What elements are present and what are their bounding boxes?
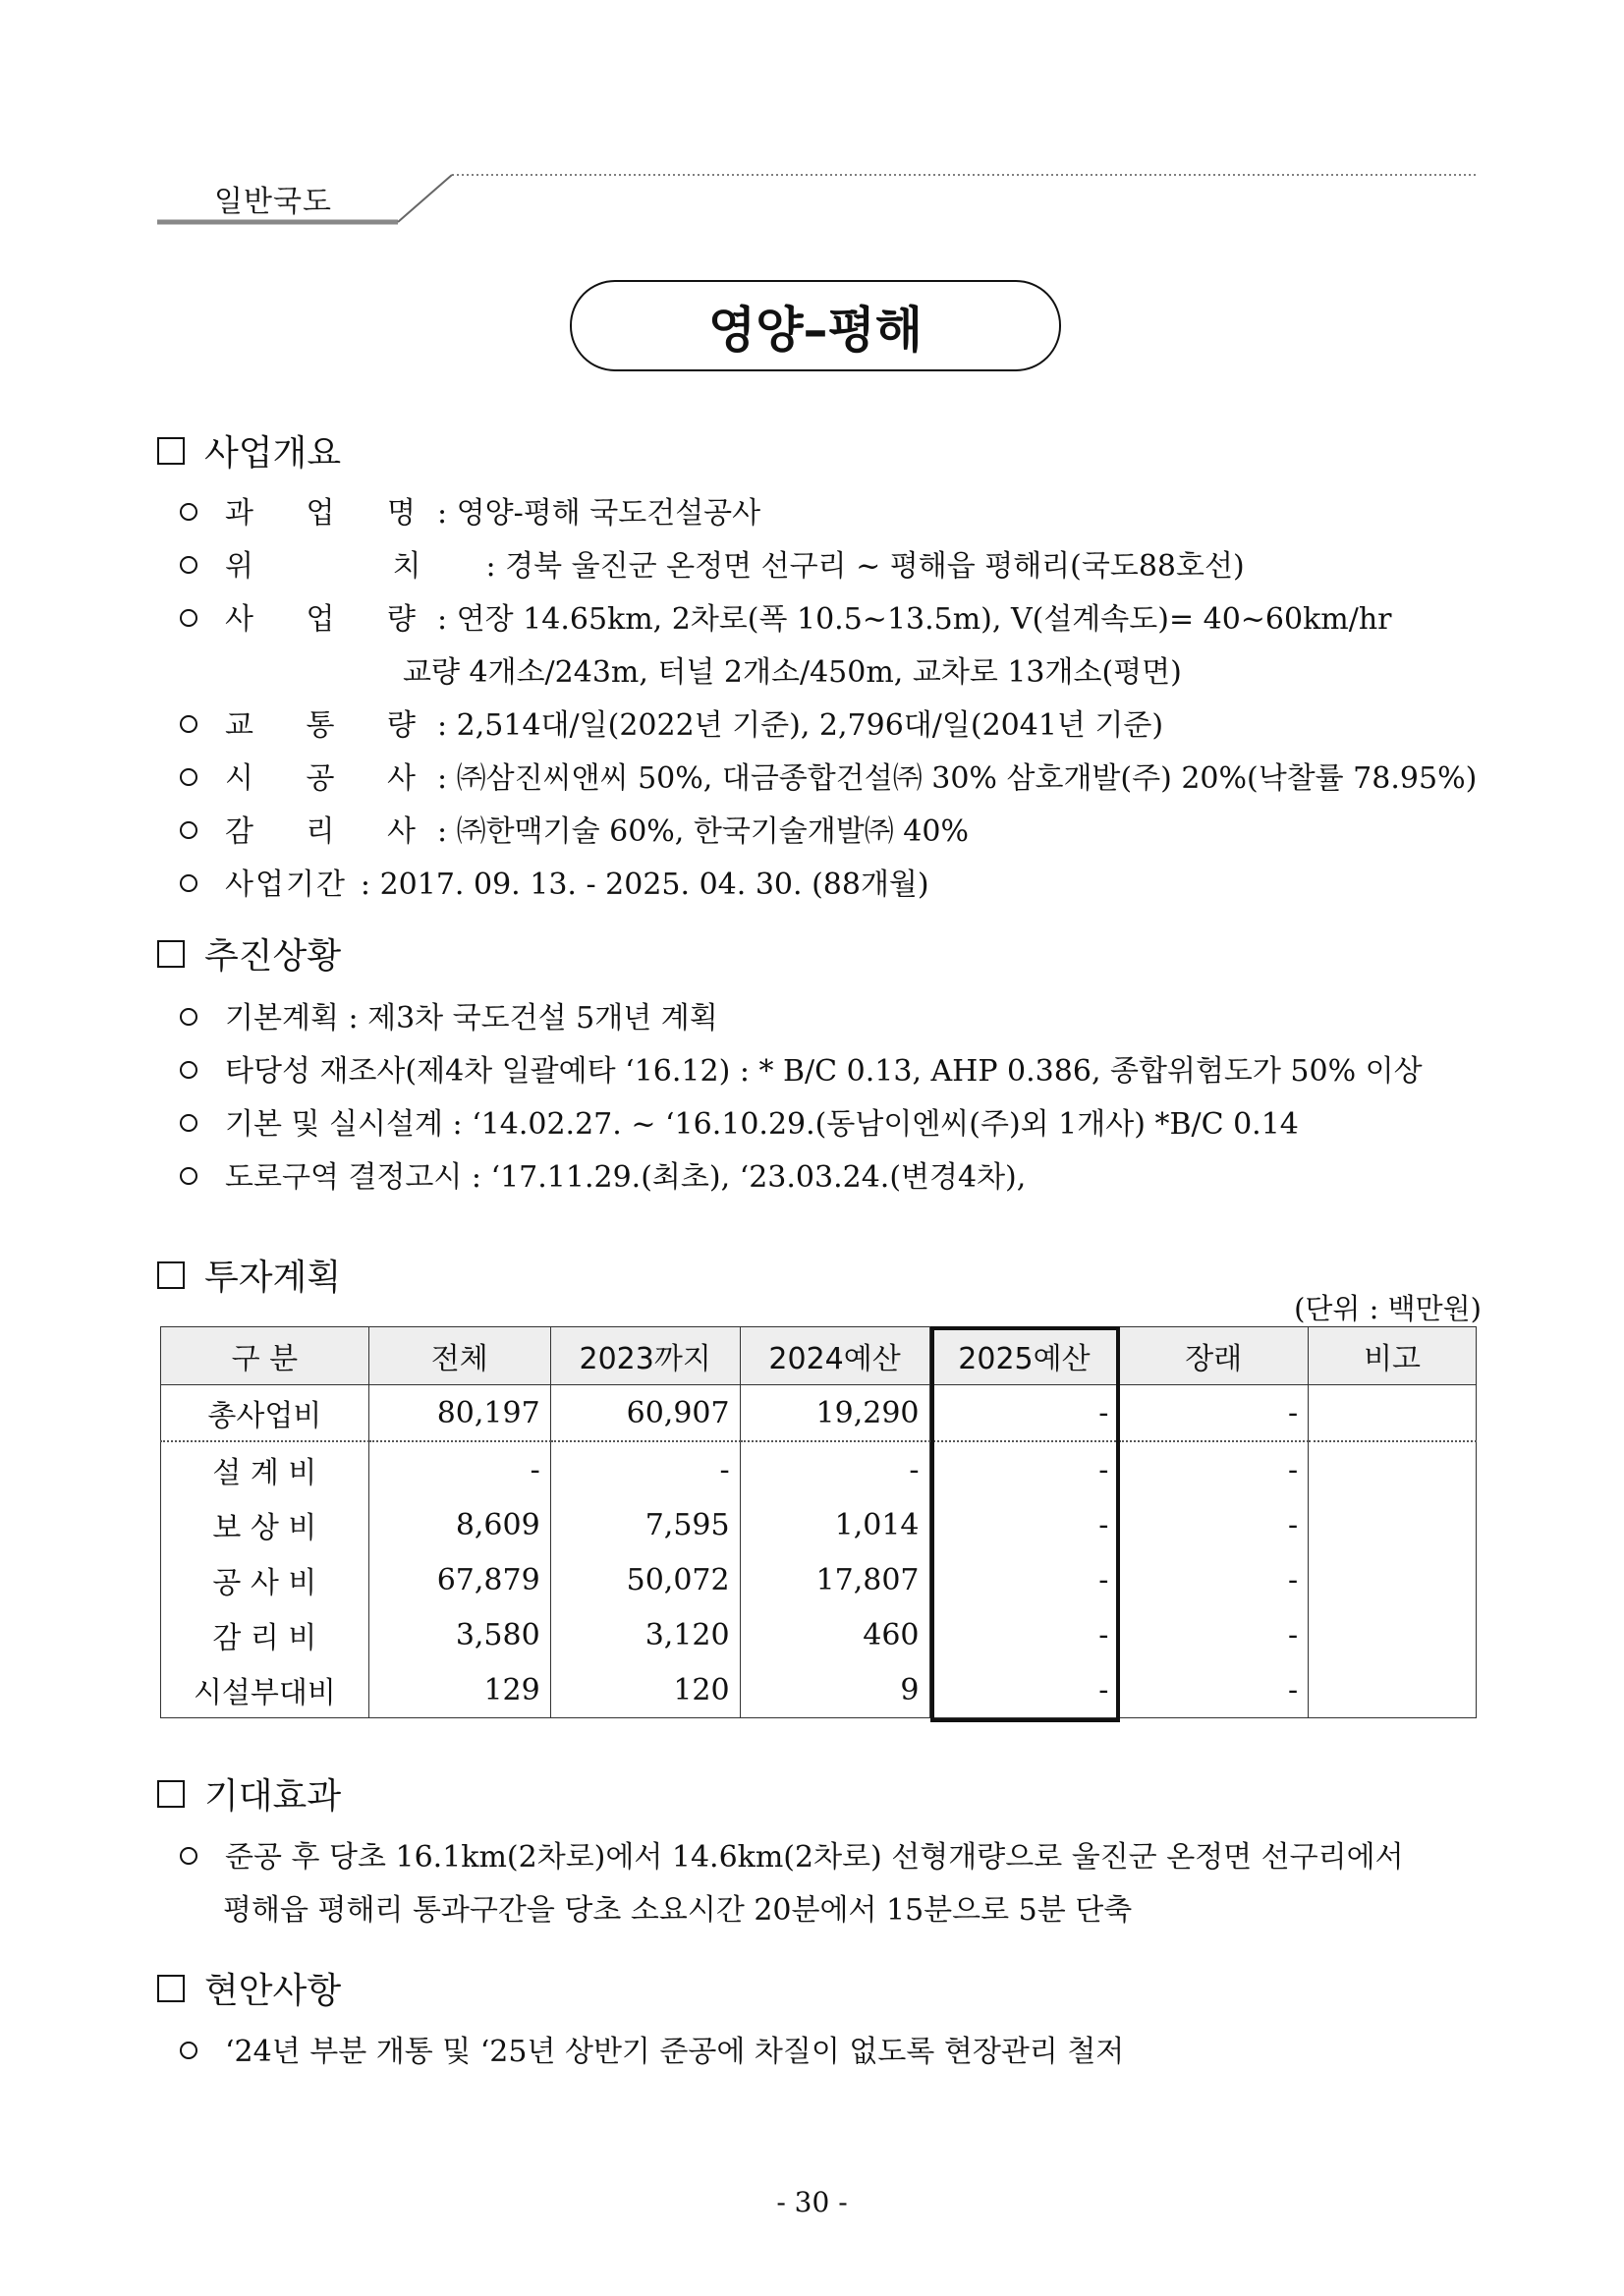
circle-bullet-icon bbox=[180, 768, 197, 786]
issues-line-1 bbox=[180, 2027, 1124, 2070]
overview-traffic-value: : 2,514대/일(2022년 기준), 2,796대/일(2041년 기준) bbox=[437, 708, 1164, 743]
table-cell: 8,609 bbox=[368, 1497, 550, 1552]
overview-supervisor-value: : ㈜한맥기술 60%, 한국기술개발㈜ 40% bbox=[437, 814, 969, 849]
table-header-cell: 장래 bbox=[1119, 1327, 1309, 1385]
table-cell: 67,879 bbox=[368, 1552, 550, 1607]
progress-item bbox=[180, 1099, 1299, 1143]
table-cell: - bbox=[1119, 1385, 1309, 1442]
page-title: 영양–평해 bbox=[570, 280, 1061, 371]
table-cell: 3,580 bbox=[368, 1607, 550, 1662]
table-cell: 1,014 bbox=[740, 1497, 929, 1552]
overview-location-value: : 경북 울진군 온정면 선구리 ~ 평해읍 평해리(국도88호선) bbox=[485, 549, 1245, 584]
circle-bullet-icon bbox=[180, 556, 197, 574]
table-cell: 9 bbox=[740, 1662, 929, 1718]
table-header-cell: 2024예산 bbox=[740, 1327, 929, 1385]
circle-bullet-icon bbox=[180, 1847, 197, 1865]
section-investment-label: 투자계획 bbox=[204, 1258, 342, 1298]
table-cell: 설 계 비 bbox=[161, 1441, 369, 1497]
table-cell: 460 bbox=[740, 1607, 929, 1662]
overview-location-label: 위 치 bbox=[225, 549, 486, 584]
circle-bullet-icon bbox=[180, 715, 197, 733]
table-cell: 129 bbox=[368, 1662, 550, 1718]
page-number: - 30 - bbox=[776, 2186, 848, 2218]
table-header-cell: 구 분 bbox=[161, 1327, 369, 1385]
overview-project-value: : 영양-평해 국도건설공사 bbox=[437, 496, 761, 531]
circle-bullet-icon bbox=[180, 1008, 197, 1026]
checkbox-square-icon bbox=[157, 1975, 185, 2002]
table-cell: - bbox=[929, 1441, 1119, 1497]
overview-period-label: 사업기간 bbox=[225, 868, 347, 902]
progress-item-text: 기본계획 : 제3차 국도건설 5개년 계획 bbox=[225, 1001, 718, 1036]
section-overview-label: 사업개요 bbox=[204, 433, 342, 474]
table-cell bbox=[1309, 1552, 1477, 1607]
overview-traffic-label: 교 통 량 bbox=[225, 708, 438, 743]
circle-bullet-icon bbox=[180, 874, 197, 892]
table-header-cell: 비고 bbox=[1309, 1327, 1477, 1385]
table-cell: 공 사 비 bbox=[161, 1552, 369, 1607]
circle-bullet-icon bbox=[180, 1114, 197, 1132]
table-row bbox=[161, 1552, 1477, 1607]
checkbox-square-icon bbox=[157, 940, 185, 968]
table-cell: 7,595 bbox=[550, 1497, 740, 1552]
table-cell: 19,290 bbox=[740, 1385, 929, 1442]
overview-contractor-label: 시 공 사 bbox=[225, 761, 438, 796]
table-cell bbox=[1309, 1441, 1477, 1497]
table-row bbox=[161, 1497, 1477, 1552]
overview-scale-value-1: : 연장 14.65km, 2차로(폭 10.5∼13.5m), V(설계속도)= 40~60km/hr bbox=[437, 602, 1392, 637]
table-cell: - bbox=[1119, 1497, 1309, 1552]
section-issues-label: 현안사항 bbox=[204, 1971, 342, 2011]
effect-line-2 bbox=[223, 1885, 1132, 1929]
progress-item-text: 기본 및 실시설계 : ‘14.02.27. ~ ‘16.10.29.(동남이엔씨(주)외 1개사) *B/C 0.14 bbox=[225, 1107, 1299, 1142]
overview-contractor-value: : ㈜삼진씨앤씨 50%, 대금종합건설㈜ 30% 삼호개발(주) 20%(낙찰률 78.95%) bbox=[437, 761, 1478, 796]
overview-period-value: : 2017. 09. 13. - 2025. 04. 30. (88개월) bbox=[360, 868, 929, 902]
progress-item-text: 도로구역 결정고시 : ‘17.11.29.(최초), ‘23.03.24.(변경4차), bbox=[225, 1160, 1027, 1195]
table-cell: - bbox=[1119, 1441, 1309, 1497]
overview-scale-2 bbox=[403, 647, 1182, 691]
overview-traffic bbox=[180, 700, 1163, 744]
overview-location bbox=[180, 541, 1245, 585]
overview-supervisor-label: 감 리 사 bbox=[225, 814, 438, 849]
overview-project bbox=[180, 488, 760, 532]
circle-bullet-icon bbox=[180, 503, 197, 521]
table-cell: - bbox=[368, 1441, 550, 1497]
table-cell: 60,907 bbox=[550, 1385, 740, 1442]
table-cell: 3,120 bbox=[550, 1607, 740, 1662]
table-header-cell: 2023까지 bbox=[550, 1327, 740, 1385]
table-header-cell: 2025예산 bbox=[929, 1327, 1119, 1385]
table-row bbox=[161, 1441, 1477, 1497]
section-issues bbox=[157, 1963, 341, 2013]
circle-bullet-icon bbox=[180, 821, 197, 839]
table-cell: 80,197 bbox=[368, 1385, 550, 1442]
progress-item bbox=[180, 1152, 1026, 1196]
table-row bbox=[161, 1662, 1477, 1718]
overview-project-label: 과 업 명 bbox=[225, 496, 438, 531]
table-cell: 총사업비 bbox=[161, 1385, 369, 1442]
table-row bbox=[161, 1607, 1477, 1662]
table-cell: - bbox=[929, 1662, 1119, 1718]
effect-text-1: 준공 후 당초 16.1km(2차로)에서 14.6km(2차로) 선형개량으로 울진군 온정면 선구리에서 bbox=[225, 1840, 1404, 1875]
table-cell: - bbox=[929, 1552, 1119, 1607]
section-investment bbox=[157, 1250, 341, 1300]
table-row bbox=[161, 1385, 1477, 1442]
circle-bullet-icon bbox=[180, 1061, 197, 1079]
checkbox-square-icon bbox=[157, 437, 185, 465]
table-cell: - bbox=[1119, 1607, 1309, 1662]
overview-scale-label: 사 업 량 bbox=[225, 602, 438, 637]
table-cell: 50,072 bbox=[550, 1552, 740, 1607]
section-effect-label: 기대효과 bbox=[204, 1776, 342, 1817]
checkbox-square-icon bbox=[157, 1261, 185, 1289]
section-effect bbox=[157, 1768, 341, 1819]
table-unit: (단위 : 백만원) bbox=[1294, 1292, 1482, 1325]
overview-contractor bbox=[180, 754, 1477, 797]
table-cell: 120 bbox=[550, 1662, 740, 1718]
table-cell: 17,807 bbox=[740, 1552, 929, 1607]
overview-supervisor bbox=[180, 807, 969, 850]
section-progress-label: 추진상황 bbox=[204, 936, 342, 977]
table-cell: - bbox=[740, 1441, 929, 1497]
table-cell: - bbox=[1119, 1662, 1309, 1718]
table-cell bbox=[1309, 1497, 1477, 1552]
section-overview bbox=[157, 425, 341, 476]
circle-bullet-icon bbox=[180, 1167, 197, 1185]
overview-scale-value-2: 교량 4개소/243m, 터널 2개소/450m, 교차로 13개소(평면) bbox=[403, 655, 1182, 690]
table-header-row bbox=[161, 1327, 1477, 1385]
overview-scale bbox=[180, 594, 1392, 638]
progress-item bbox=[180, 1046, 1423, 1090]
effect-text-2: 평해읍 평해리 통과구간을 당초 소요시간 20분에서 15분으로 5분 단축 bbox=[223, 1893, 1133, 1928]
progress-item bbox=[180, 993, 718, 1036]
table-cell: - bbox=[929, 1607, 1119, 1662]
section-progress bbox=[157, 928, 341, 979]
effect-line-1 bbox=[180, 1832, 1404, 1876]
table-cell: - bbox=[1119, 1552, 1309, 1607]
overview-period bbox=[180, 860, 929, 903]
header-category bbox=[157, 169, 393, 224]
header-category-label: 일반국도 bbox=[214, 185, 332, 219]
table-cell: 보 상 비 bbox=[161, 1497, 369, 1552]
investment-table bbox=[160, 1326, 1477, 1718]
checkbox-square-icon bbox=[157, 1780, 185, 1808]
table-cell bbox=[1309, 1385, 1477, 1442]
table-header-cell: 전체 bbox=[368, 1327, 550, 1385]
circle-bullet-icon bbox=[180, 609, 197, 627]
table-cell: 감 리 비 bbox=[161, 1607, 369, 1662]
progress-item-text: 타당성 재조사(제4차 일괄예타 ‘16.12) : * B/C 0.13, AHP 0.386, 종합위험도가 50% 이상 bbox=[225, 1054, 1423, 1089]
table-cell bbox=[1309, 1662, 1477, 1718]
table-cell: - bbox=[929, 1497, 1119, 1552]
table-cell bbox=[1309, 1607, 1477, 1662]
table-cell: 시설부대비 bbox=[161, 1662, 369, 1718]
table-cell: - bbox=[550, 1441, 740, 1497]
issues-text-1: ‘24년 부분 개통 및 ‘25년 상반기 준공에 차질이 없도록 현장관리 철저 bbox=[225, 2035, 1125, 2069]
table-cell: - bbox=[929, 1385, 1119, 1442]
circle-bullet-icon bbox=[180, 2042, 197, 2059]
